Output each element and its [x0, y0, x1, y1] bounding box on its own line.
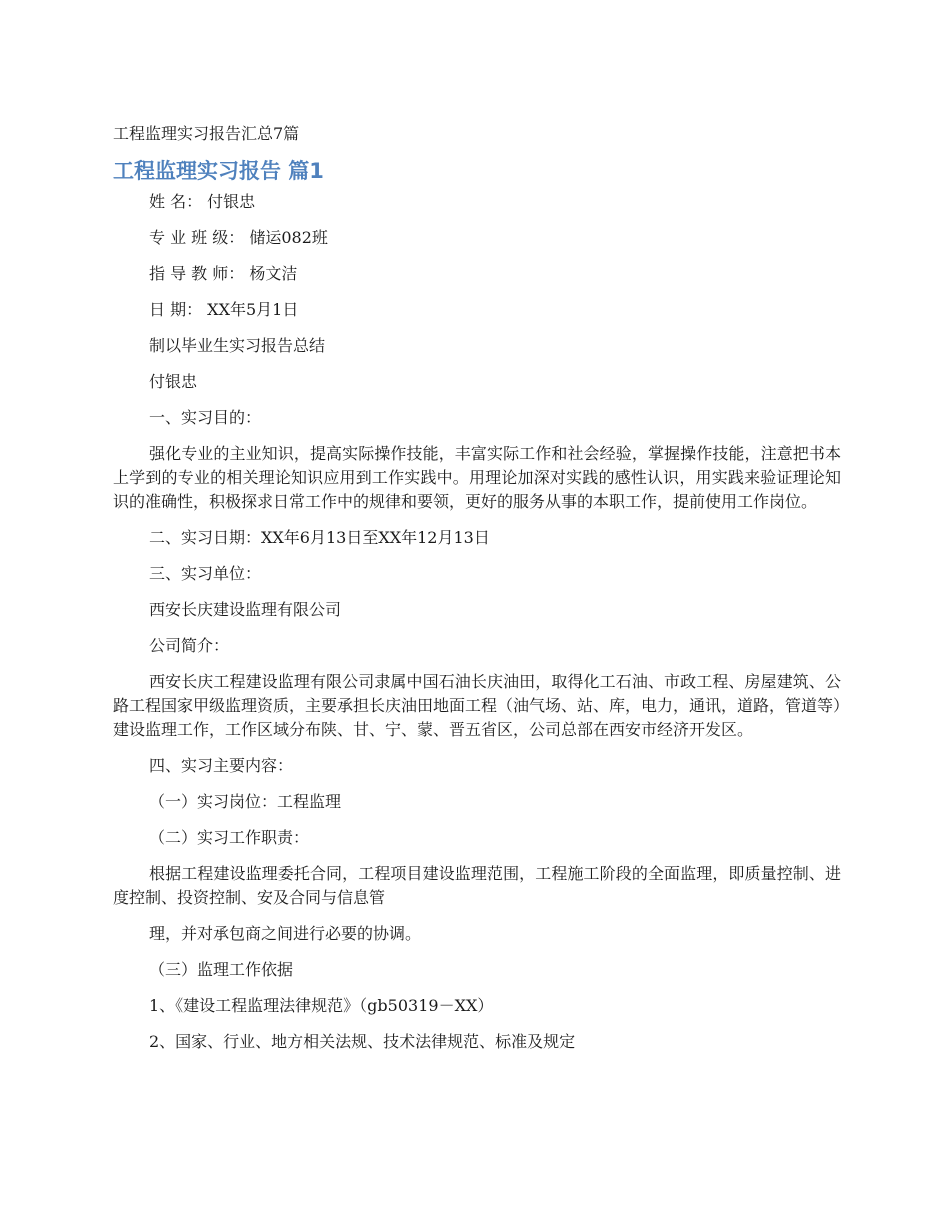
paragraph-major-class: 专 业 班 级： 储运082班 — [149, 228, 328, 247]
paragraph-purpose-body: 强化专业的主业知识，提高实际操作技能，丰富实际工作和社会经验，掌握操作技能，注意把书本上学到的专业的相关理论知识应用到工作实践中。用理论加深对实践的感性认识，用实践来验证理论知识的准确性，积极探求日常工作中的规律和要领，更好的服务从事的本职工作，提前使用工作岗位。 — [113, 444, 841, 511]
paragraph-basis-item-2: 2、国家、行业、地方相关法规、技术法律规范、标准及规定 — [149, 1032, 576, 1051]
paragraph-author: 付银忠 — [149, 372, 198, 391]
paragraph-content-heading: 四、实习主要内容： — [149, 756, 294, 775]
paragraph-name: 姓 名： 付银忠 — [149, 192, 256, 211]
paragraph-position: （一）实习岗位：工程监理 — [149, 792, 342, 811]
paragraph-basis-item-1: 1、《建设工程监理法律规范》（gb50319－XX） — [149, 996, 494, 1015]
paragraph-company-intro-heading: 公司简介： — [149, 636, 230, 655]
paragraph-basis-heading: （三）监理工作依据 — [149, 960, 294, 979]
document-page — [113, 122, 841, 1066]
paragraph-internship-dates: 二、实习日期：XX年6月13日至XX年12月13日 — [149, 528, 490, 547]
paragraph-purpose-heading: 一、实习目的： — [149, 408, 262, 427]
paragraph-company-name: 西安长庆建设监理有限公司 — [149, 600, 342, 619]
section-heading: 工程监理实习报告 篇1 — [113, 159, 324, 183]
paragraph-duties-body: 根据工程建设监理委托合同，工程项目建设监理范围，工程施工阶段的全面监理，即质量控制、进度控制、投资控制、安及合同与信息管 — [113, 864, 841, 907]
paragraph-date: 日 期： XX年5月1日 — [149, 300, 299, 319]
paragraph-duties-continued: 理，并对承包商之间进行必要的协调。 — [149, 924, 422, 943]
paragraph-unit-heading: 三、实习单位： — [149, 564, 262, 583]
paragraph-advisor: 指 导 教 师： 杨文洁 — [149, 264, 298, 283]
document-title: 工程监理实习报告汇总7篇 — [113, 124, 300, 143]
paragraph-duties-heading: （二）实习工作职责： — [149, 828, 310, 847]
paragraph-summary-line: 制以毕业生实习报告总结 — [149, 336, 326, 355]
paragraph-company-intro-body: 西安长庆工程建设监理有限公司隶属中国石油长庆油田，取得化工石油、市政工程、房屋建筑、公路工程国家甲级监理资质，主要承担长庆油田地面工程（油气场、站、库，电力，通讯，道路，管道等）建设监理工作，工作区域分布陕、甘、宁、蒙、晋五省区，公司总部在西安市经济开发区。 — [113, 672, 842, 739]
